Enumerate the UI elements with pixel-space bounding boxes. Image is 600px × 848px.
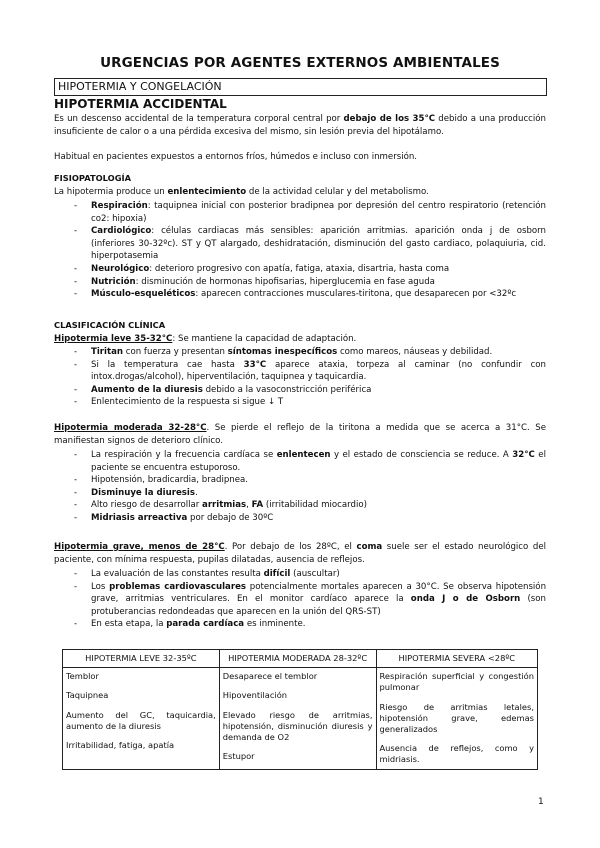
- cell-leve: [63, 668, 220, 769]
- fisiopatologia-intro: La hipotermia produce un enlentecimiento de la actividad celular y del metabolismo.: [54, 187, 429, 197]
- section-header: HIPOTERMIA Y CONGELACIÓN: [54, 78, 547, 96]
- cell-entry: Ausencia de reflejos, como y midriasis.: [379, 743, 534, 765]
- cell-entry: Elevado riesgo de arritmias, hipotensión, disminución diuresis y demanda de O2: [222, 709, 373, 743]
- leve-list: [54, 346, 546, 409]
- comparison-table: [62, 649, 538, 770]
- grave-paragraph: Hipotermia grave, menos de 28°C. Por debajo de los 28ºC, el coma suele ser el estado neurológico del paciente, con mínima respuesta, pupilas dilatadas, ausencia de reflejos.: [54, 542, 546, 565]
- header-severa: HIPOTERMIA SEVERA <28ºC: [376, 650, 538, 668]
- list-item: - Enlentecimiento de la respuesta si sigue ↓ T: [54, 396, 546, 409]
- cell-entry: Aumento del GC, taquicardia, aumento de la diuresis: [66, 709, 216, 731]
- moderada-list: [54, 449, 546, 525]
- list-item: - Cardiológico: células cardiacas más sensibles: aparición arritmias. aparición onda j de osborn (inferiores 30-32ºc). ST y QT alargado, deshidratación, disminución del gasto cardiaco, polaquiuria, cid. hiperpotasemia: [54, 225, 546, 263]
- list-item: - En esta etapa, la parada cardíaca es inminente.: [54, 618, 546, 631]
- list-item: - Hipotensión, bradicardia, bradipnea.: [54, 474, 546, 487]
- list-item: - La evaluación de las constantes resulta difícil (auscultar): [54, 568, 546, 581]
- list-item: - Alto riesgo de desarrollar arritmias, FA (irritabilidad miocardio): [54, 499, 546, 512]
- cell-entry: Riesgo de arritmias letales, hipotensión grave, edemas generalizados: [379, 701, 534, 735]
- list-item: - Aumento de la diuresis debido a la vasoconstricción periférica: [54, 384, 546, 397]
- cell-entry: Temblor: [66, 671, 99, 682]
- list-item: - Respiración: taquipnea inicial con posterior bradipnea por depresión del centro respiratorio (retención co2: hipoxia): [54, 200, 546, 225]
- list-item: - Disminuye la diuresis.: [54, 487, 546, 500]
- list-item: - Neurológico: deterioro progresivo con apatía, fatiga, ataxia, disartria, hasta coma: [54, 263, 546, 276]
- list-item: - Los problemas cardiovasculares potencialmente mortales aparecen a 30°C. Se observa hipotensión grave, arritmias ventriculares. En el monitor cardíaco aparece la onda J o de Osborn (son protuberancias redondeadas que aparecen en la unión del QRS-ST): [54, 581, 546, 619]
- cell-entry: Hipoventilación: [222, 690, 288, 701]
- cell-entry: Estupor: [222, 751, 255, 762]
- list-item: - Tiritan con fuerza y presentan síntomas inespecíficos como mareos, náuseas y debilidad.: [54, 346, 546, 359]
- list-item: - Midriasis arreactiva por debajo de 30ºC: [54, 512, 546, 525]
- leve-paragraph: Hipotermia leve 35-32°C: Se mantiene la capacidad de adaptación.: [54, 334, 357, 344]
- heading-fisiopatologia: FISIOPATOLOGÍA: [54, 173, 132, 183]
- cell-severa: [376, 668, 538, 769]
- list-item: - Nutrición: disminución de hormonas hipofisarias, hiperglucemia en fase aguda: [54, 276, 546, 289]
- cell-moderada: [219, 668, 376, 769]
- document-title: URGENCIAS POR AGENTES EXTERNOS AMBIENTALES: [100, 55, 500, 71]
- list-item: - Si la temperatura cae hasta 33°C aparece ataxia, torpeza al caminar (no confundir con intox.drogas/alcohol), hiperventilación, taquipnea y taquicardia.: [54, 359, 546, 384]
- cell-entry: Desaparece el temblor: [222, 671, 318, 682]
- fisiopatologia-list: [54, 200, 546, 301]
- heading-hipotermia-accidental: HIPOTERMIA ACCIDENTAL: [54, 97, 227, 111]
- definition-paragraph: Es un descenso accidental de la temperatura corporal central por debajo de los 35°C debido a una producción insuficiente de calor o a una pérdida excesiva del mismo, sin lesión previa del hipotálamo.: [54, 114, 547, 137]
- list-item: - Músculo-esqueléticos: aparecen contracciones musculares-tiritona, que desaparecen por <32ºc: [54, 288, 546, 301]
- header-leve: HIPOTERMIA LEVE 32-35ºC: [63, 650, 220, 668]
- cell-entry: Respiración superficial y congestión pulmonar: [379, 671, 534, 693]
- cell-entry: Taquipnea: [66, 690, 109, 701]
- page-number: 1: [538, 797, 544, 807]
- moderada-paragraph: Hipotermia moderada 32-28°C. Se pierde el reflejo de la tiritona a medida que se acerca a 31°C. Se manifiestan signos de deterioro clínico.: [54, 423, 546, 446]
- cell-entry: Irritabilidad, fatiga, apatía: [66, 740, 175, 751]
- grave-list: [54, 568, 546, 631]
- table-header-row: [63, 650, 538, 668]
- table-row: [63, 668, 538, 769]
- list-item: - La respiración y la frecuencia cardíaca se enlentecen y el estado de consciencia se reduce. A 32°C el paciente se encuentra estuporoso.: [54, 449, 546, 474]
- heading-clasificacion: CLASIFICACIÓN CLÍNICA: [54, 320, 166, 330]
- header-moderada: HIPOTERMIA MODERADA 28-32ºC: [219, 650, 376, 668]
- habitual-paragraph: Habitual en pacientes expuestos a entornos fríos, húmedos e incluso con inmersión.: [54, 152, 418, 162]
